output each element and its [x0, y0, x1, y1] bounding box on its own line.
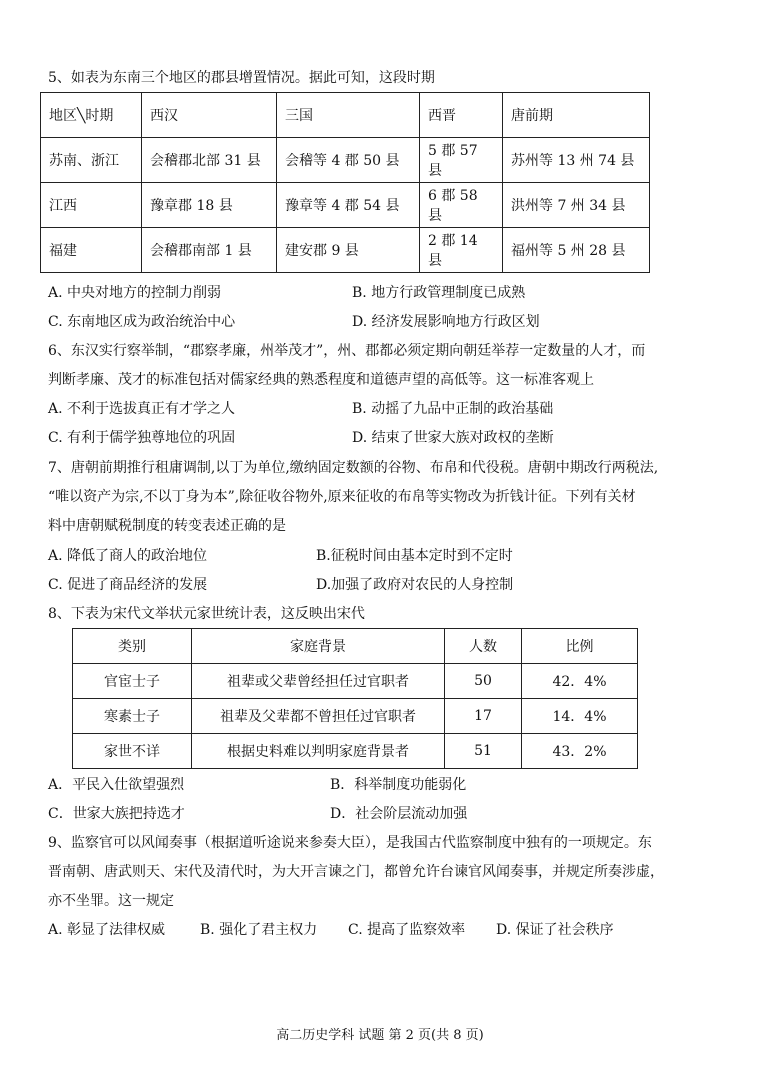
- q7-option-a: A. 降低了商人的政治地位: [48, 548, 208, 564]
- table-cell: 会稽郡南部 1 县: [142, 228, 277, 273]
- q5-option-d: D. 经济发展影响地方行政区划: [352, 314, 540, 330]
- q6-option-d: D. 结束了世家大族对政权的垄断: [352, 430, 554, 446]
- table-cell: 豫章等 4 郡 54 县: [277, 183, 420, 228]
- table-cell: 会稽等 4 郡 50 县: [277, 138, 420, 183]
- table-row: [73, 664, 638, 699]
- q7-stem-line: 料中唐朝赋税制度的转变表述正确的是: [48, 518, 286, 534]
- table-header-cell: 地区╲时期: [41, 93, 142, 138]
- table-cell: 祖辈及父辈都不曾担任过官职者: [192, 699, 445, 734]
- q9-option-b: B. 强化了君主权力: [200, 922, 318, 938]
- table-cell: 家世不详: [73, 734, 192, 769]
- table-cell: 洪州等 7 州 34 县: [503, 183, 650, 228]
- q8-stem: 8、下表为宋代文举状元家世统计表，这反映出宋代: [48, 606, 365, 622]
- table-header-cell: 三国: [277, 93, 420, 138]
- q9-stem-line: 晋南朝、唐武则天、宋代及清代时，为大开言谏之门，都曾允许台谏官风闻奏事，并规定所奏涉虚，: [48, 864, 664, 880]
- table-header-cell: 类别: [73, 629, 192, 664]
- table-row: [73, 699, 638, 734]
- q8-option-b: B．科举制度功能弱化: [330, 777, 467, 793]
- table-cell: 福建: [41, 228, 142, 273]
- q5-option-b: B. 地方行政管理制度已成熟: [352, 285, 526, 301]
- table-cell: 苏州等 13 州 74 县: [503, 138, 650, 183]
- table-cell: 6 郡 58 县: [420, 183, 503, 228]
- q8-table: [72, 628, 638, 769]
- table-cell: 5 郡 57 县: [420, 138, 503, 183]
- q9-stem-line: 9、监察官可以风闻奏事（根据道听途说来参奏大臣），是我国古代监察制度中独有的一项规定。东: [48, 835, 652, 851]
- q5-table: [40, 92, 650, 273]
- q8-option-d: D．社会阶层流动加强: [330, 806, 468, 822]
- q6-stem-line: 6、东汉实行察举制，“郡察孝廉，州举茂才”，州、郡都必须定期向朝廷举荐一定数量的人才，而: [48, 343, 646, 359]
- table-cell: 43．2%: [522, 734, 638, 769]
- table-cell: 豫章郡 18 县: [142, 183, 277, 228]
- table-row: [41, 138, 650, 183]
- table-header-row: [73, 629, 638, 664]
- q5-option-c: C. 东南地区成为政治统治中心: [48, 314, 236, 330]
- q9-stem-line: 亦不坐罪。这一规定: [48, 893, 174, 909]
- table-cell: 2 郡 14 县: [420, 228, 503, 273]
- q7-option-b: B.征税时间由基本定时到不定时: [316, 548, 513, 564]
- page-footer: 高二历史学科 试题 第 2 页(共 8 页): [276, 1028, 484, 1043]
- q5-option-a: A. 中央对地方的控制力削弱: [48, 285, 222, 301]
- q6-option-c: C. 有利于儒学独尊地位的巩固: [48, 430, 236, 446]
- table-cell: 51: [445, 734, 522, 769]
- q6-stem-line: 判断孝廉、茂才的标准包括对儒家经典的熟悉程度和道德声望的高低等。这一标准客观上: [48, 372, 594, 388]
- q9-option-d: D. 保证了社会秩序: [496, 922, 614, 938]
- table-cell: 14．4%: [522, 699, 638, 734]
- table-cell: 50: [445, 664, 522, 699]
- table-cell: 福州等 5 州 28 县: [503, 228, 650, 273]
- q6-option-a: A. 不利于选拔真正有才学之人: [48, 401, 236, 417]
- table-header-cell: 唐前期: [503, 93, 650, 138]
- table-header-cell: 西晋: [420, 93, 503, 138]
- q7-stem-line: 7、唐朝前期推行租庸调制,以丁为单位,缴纳固定数额的谷物、布帛和代役税。唐朝中期改行两税法,: [48, 460, 659, 476]
- table-header-cell: 人数: [445, 629, 522, 664]
- q6-option-b: B. 动摇了九品中正制的政治基础: [352, 401, 554, 417]
- table-header-cell: 西汉: [142, 93, 277, 138]
- table-cell: 官宦士子: [73, 664, 192, 699]
- table-cell: 建安郡 9 县: [277, 228, 420, 273]
- table-header-row: [41, 93, 650, 138]
- table-row: [73, 734, 638, 769]
- q5-stem: 5、如表为东南三个地区的郡县增置情况。据此可知，这段时期: [48, 70, 435, 86]
- q8-option-c: C．世家大族把持选才: [48, 806, 185, 822]
- table-cell: 祖辈或父辈曾经担任过官职者: [192, 664, 445, 699]
- q9-option-c: C. 提高了监察效率: [348, 922, 466, 938]
- table-header-cell: 比例: [522, 629, 638, 664]
- table-row: [41, 228, 650, 273]
- table-header-cell: 家庭背景: [192, 629, 445, 664]
- table-cell: 会稽郡北部 31 县: [142, 138, 277, 183]
- table-cell: 寒素士子: [73, 699, 192, 734]
- table-cell: 42．4%: [522, 664, 638, 699]
- q8-option-a: A．平民入仕欲望强烈: [48, 777, 185, 793]
- q9-option-a: A. 彰显了法律权威: [48, 922, 166, 938]
- table-row: [41, 183, 650, 228]
- q7-stem-line: “唯以资产为宗,不以丁身为本”,除征收谷物外,原来征收的布帛等实物改为折钱计征。下列有关材: [48, 489, 636, 505]
- table-cell: 根据史料难以判明家庭背景者: [192, 734, 445, 769]
- table-cell: 江西: [41, 183, 142, 228]
- q7-option-d: D.加强了政府对农民的人身控制: [316, 577, 514, 593]
- table-cell: 苏南、浙江: [41, 138, 142, 183]
- table-cell: 17: [445, 699, 522, 734]
- q7-option-c: C. 促进了商品经济的发展: [48, 577, 208, 593]
